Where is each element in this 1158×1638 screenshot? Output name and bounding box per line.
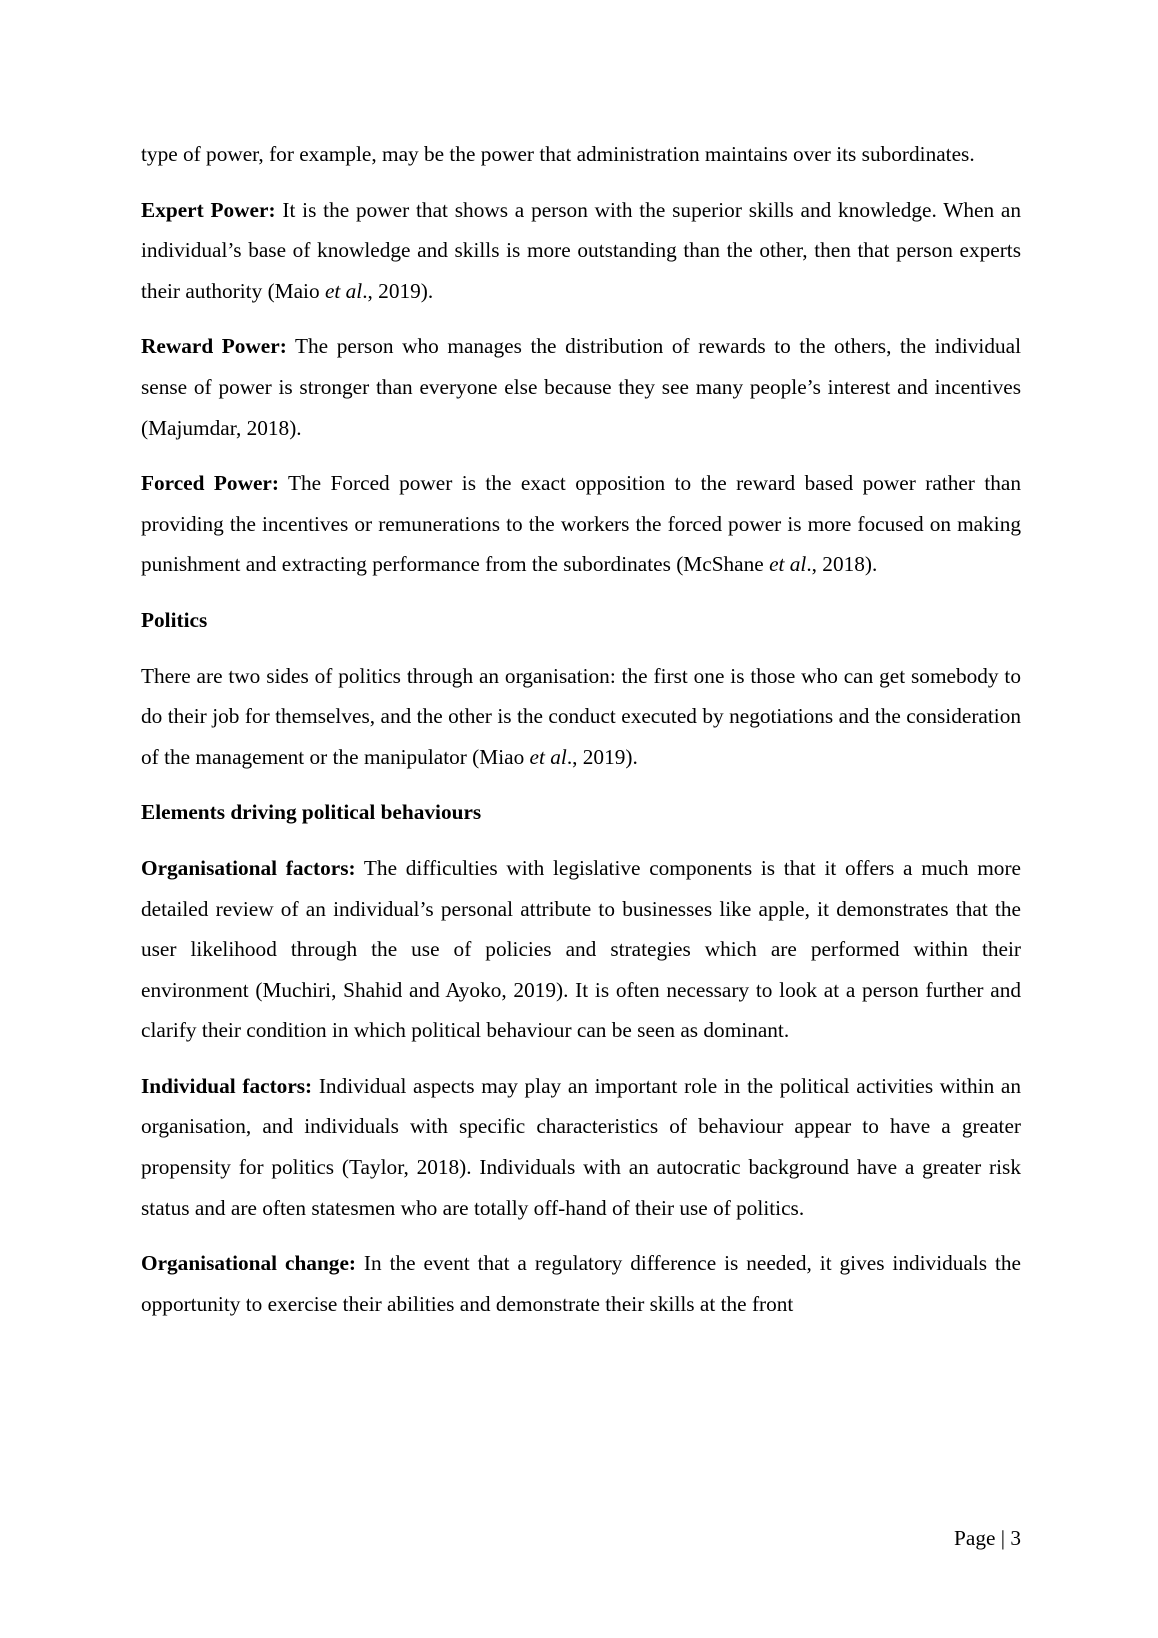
paragraph-text: In the event that a regulatory difference is needed, it gives individuals the opportunity to exercise their abilities and demonstrate their skills at the front [141,1251,1022,1316]
paragraph-text: type of power, for example, may be the power that administration maintains over its subordinates. [141,142,975,166]
heading-text: Politics [141,607,208,632]
document-body [141,134,1021,1339]
paragraph-lead-term: Organisational change: [141,1251,356,1276]
paragraph-text: It is the power that shows a person with the superior skills and knowledge. When an individual’s base of knowledge and skills is more outstanding than the other, then that person experts their authority (Maio [141,197,1021,303]
heading-text: Elements driving political behaviours [141,800,482,825]
paragraph-lead-term: Forced Power: [141,471,279,496]
section-heading-elements-heading [141,792,1021,833]
paragraph-lead-term: Reward Power: [141,334,287,359]
paragraph-organisational-change [141,1243,1021,1324]
paragraph-text: Individual aspects may play an important role in the political activities within an organisation, and individuals with specific characteristics of behaviour appear to have a greater propensity for politics (Taylor, 2018). Individuals with an autocratic background have a greater risk status and are often statesmen who are totally off-hand of their use of politics. [141,1073,1021,1220]
citation-italic: et al [769,552,807,577]
page-number: Page | 3 [954,1526,1021,1550]
paragraph-forced-power [141,463,1021,585]
paragraph-text: The person who manages the distribution of rewards to the others, the individual sense of power is stronger than everyone else because they see many people’s interest and incentives (Majumdar, 2018). [141,334,1021,440]
section-heading-politics-heading [141,600,1021,641]
paragraph-lead-term: Expert Power: [141,197,276,222]
paragraph-text: ., 2019). [362,278,434,303]
paragraph-intro-continuation [141,134,1021,175]
citation-italic: et al [324,278,363,303]
paragraph-individual-factors [141,1066,1021,1228]
paragraph-reward-power [141,326,1021,448]
paragraph-text: The Forced power is the exact opposition to the reward based power rather than providing the incentives or remunerations to the workers the forced power is more focused on making punishment and extracting performance from the subordinates (McShane [141,471,1021,577]
paragraph-text: The difficulties with legislative components is that it offers a much more detailed review of an individual’s personal attribute to businesses like apple, it demonstrates that the user likelihood through the use of policies and strategies which are performed within their environment (Muchiri, Shahid and Ayoko, 2019). It is often necessary to look at a person further and clarify their condition in which political behaviour can be seen as dominant. [141,855,1022,1043]
citation-italic: et al [529,744,567,769]
paragraph-lead-term: Organisational factors: [141,855,356,880]
paragraph-expert-power [141,190,1021,312]
paragraph-text: There are two sides of politics through an organisation: the first one is those who can get somebody to do their job for themselves, and the other is the conduct executed by negotiations and the consideration of the management or the manipulator (Miao [141,663,1021,769]
paragraph-text: ., 2018). [806,552,878,577]
paragraph-organisational-factors [141,848,1021,1051]
paragraph-politics-body [141,656,1021,778]
paragraph-lead-term: Individual factors: [141,1073,313,1098]
paragraph-text: ., 2019). [566,744,638,769]
